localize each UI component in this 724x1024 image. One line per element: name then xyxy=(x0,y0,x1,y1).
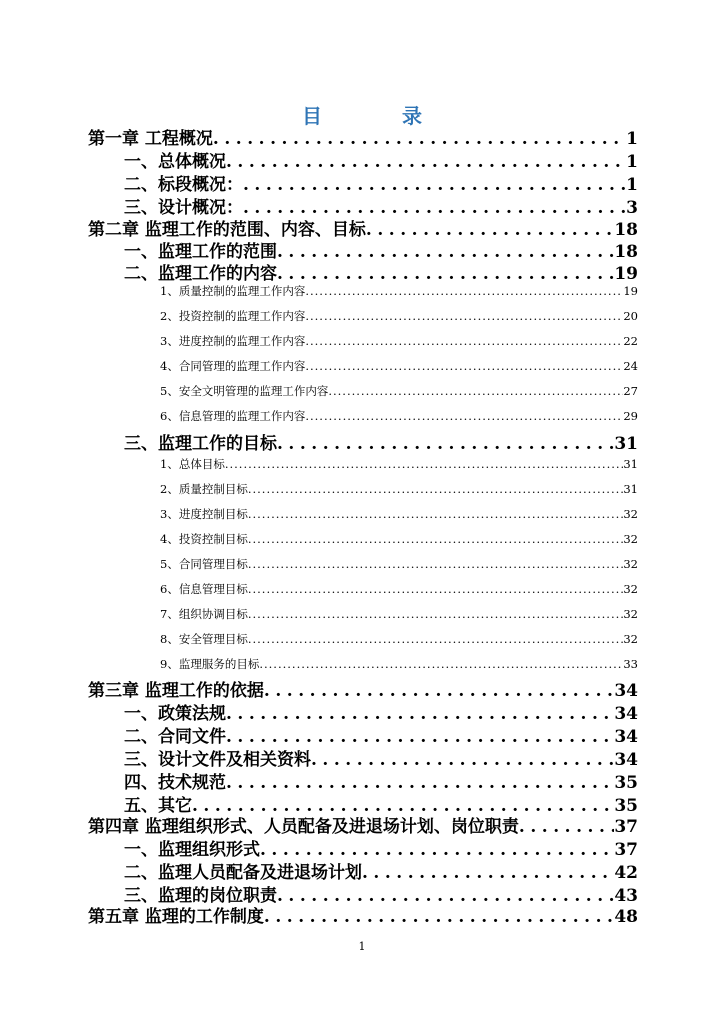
toc-entry-label: 二、合同文件 xyxy=(124,727,226,747)
toc-entry-page: 37 xyxy=(614,817,638,837)
toc-entry-page: 19 xyxy=(614,264,638,284)
toc-leader-dots xyxy=(243,196,626,220)
toc-entry[interactable] xyxy=(88,127,638,151)
toc-leader-dots xyxy=(226,771,614,795)
toc-entry-page: 1 xyxy=(626,129,638,149)
toc-leader-dots xyxy=(226,725,614,749)
toc-entry-label: 二、监理工作的内容 xyxy=(124,264,277,284)
toc-entry-page: 35 xyxy=(614,796,638,816)
toc-entry-label: 2、投资控制的监理工作内容 xyxy=(160,309,306,323)
toc-entry-label: 4、投资控制目标 xyxy=(160,532,248,546)
toc-entry-label: 第三章 监理工作的依据 xyxy=(88,681,264,701)
toc-entry-label: 二、标段概况： xyxy=(124,175,243,195)
toc-leader-dots xyxy=(362,861,614,885)
toc-leader-dots xyxy=(213,127,626,151)
toc-entry-label: 一、总体概况 xyxy=(124,152,226,172)
toc-entry-page: 34 xyxy=(614,681,638,701)
toc-leader-dots xyxy=(305,357,623,375)
toc-entry[interactable] xyxy=(124,748,638,772)
toc-entry-label: 三、设计概况： xyxy=(124,198,243,218)
toc-entry-page: 22 xyxy=(623,334,638,348)
toc-entry-page: 1 xyxy=(626,175,638,195)
toc-entry-page: 24 xyxy=(623,359,638,373)
toc-leader-dots xyxy=(243,173,626,197)
toc-entry[interactable] xyxy=(160,605,638,623)
toc-entry-label: 一、监理工作的范围 xyxy=(124,242,277,262)
toc-entry[interactable] xyxy=(88,905,638,929)
toc-entry-page: 43 xyxy=(614,886,638,906)
toc-entry-label: 6、信息管理的监理工作内容 xyxy=(160,409,306,423)
toc-entry-label: 四、技术规范 xyxy=(124,773,226,793)
toc-entry[interactable] xyxy=(160,580,638,598)
toc-entry[interactable] xyxy=(124,725,638,749)
toc-title-right: 录 xyxy=(402,104,422,128)
toc-entry[interactable] xyxy=(160,332,638,350)
toc-entry-label: 一、政策法规 xyxy=(124,704,226,724)
toc-entry-label: 9、监理服务的目标 xyxy=(160,657,260,671)
toc-entry-page: 32 xyxy=(623,507,638,521)
toc-entry-label: 8、安全管理目标 xyxy=(160,632,248,646)
toc-entry-label: 三、设计文件及相关资料 xyxy=(124,750,311,770)
toc-entry[interactable] xyxy=(160,307,638,325)
toc-title xyxy=(0,100,724,129)
toc-entry-label: 第二章 监理工作的范围、内容、目标 xyxy=(88,220,366,240)
toc-entry-page: 32 xyxy=(623,607,638,621)
toc-entry-page: 31 xyxy=(614,434,638,454)
toc-entry[interactable] xyxy=(124,861,638,885)
toc-entry-page: 32 xyxy=(623,582,638,596)
toc-entry[interactable] xyxy=(160,382,638,400)
toc-leader-dots xyxy=(226,702,614,726)
toc-leader-dots xyxy=(248,555,624,573)
toc-leader-dots xyxy=(264,905,614,929)
toc-entry[interactable] xyxy=(124,173,638,197)
toc-entry-label: 7、组织协调目标 xyxy=(160,607,248,621)
toc-entry-label: 第四章 监理组织形式、人员配备及进退场计划、岗位职责 xyxy=(88,817,519,837)
toc-entry-page: 18 xyxy=(614,220,638,240)
toc-entry-page: 18 xyxy=(614,242,638,262)
toc-entry[interactable] xyxy=(160,530,638,548)
toc-entry-page: 1 xyxy=(626,152,638,172)
toc-entry-label: 二、监理人员配备及进退场计划 xyxy=(124,863,362,883)
toc-entry-page: 34 xyxy=(614,704,638,724)
toc-leader-dots xyxy=(248,605,624,623)
toc-leader-dots xyxy=(277,432,614,456)
toc-leader-dots xyxy=(311,748,614,772)
toc-entry[interactable] xyxy=(124,150,638,174)
toc-entry-label: 一、监理组织形式 xyxy=(124,840,260,860)
toc-entry-page: 33 xyxy=(623,657,638,671)
toc-entry-page: 32 xyxy=(623,632,638,646)
toc-entry-label: 三、监理工作的目标 xyxy=(124,434,277,454)
toc-leader-dots xyxy=(248,480,624,498)
toc-entry-page: 34 xyxy=(614,750,638,770)
toc-entry-label: 1、质量控制的监理工作内容 xyxy=(160,284,306,298)
toc-entry[interactable] xyxy=(160,455,638,473)
toc-entry[interactable] xyxy=(160,282,638,300)
toc-entry-page: 31 xyxy=(623,457,638,471)
toc-entry-label: 5、安全文明管理的监理工作内容 xyxy=(160,384,329,398)
toc-leader-dots xyxy=(259,655,623,673)
toc-entry-label: 5、合同管理目标 xyxy=(160,557,248,571)
toc-leader-dots xyxy=(248,530,624,548)
toc-entry[interactable] xyxy=(124,240,638,264)
toc-entry-page: 32 xyxy=(623,557,638,571)
toc-leader-dots xyxy=(248,580,624,598)
toc-entry-label: 第一章 工程概况 xyxy=(88,129,213,149)
toc-entry-page: 42 xyxy=(614,863,638,883)
toc-entry-page: 48 xyxy=(614,907,638,927)
toc-entry-page: 35 xyxy=(614,773,638,793)
toc-leader-dots xyxy=(225,455,624,473)
toc-entry-label: 2、质量控制目标 xyxy=(160,482,248,496)
toc-entry-label: 3、进度控制目标 xyxy=(160,507,248,521)
toc-entry[interactable] xyxy=(124,838,638,862)
toc-entry-page: 19 xyxy=(623,284,638,298)
toc-entry-label: 五、其它 xyxy=(124,796,192,816)
toc-entry[interactable] xyxy=(88,679,638,703)
toc-entry[interactable] xyxy=(124,432,638,456)
toc-entry[interactable] xyxy=(88,815,638,839)
toc-entry[interactable] xyxy=(124,196,638,220)
toc-leader-dots xyxy=(366,218,614,242)
toc-title-left: 目 xyxy=(302,104,322,128)
toc-leader-dots xyxy=(328,382,623,400)
toc-entry[interactable] xyxy=(124,702,638,726)
toc-entry[interactable] xyxy=(160,357,638,375)
toc-leader-dots xyxy=(277,240,614,264)
toc-leader-dots xyxy=(305,332,623,350)
toc-leader-dots xyxy=(305,407,623,425)
toc-entry-page: 29 xyxy=(623,409,638,423)
toc-entry-label: 第五章 监理的工作制度 xyxy=(88,907,264,927)
toc-entry[interactable] xyxy=(160,630,638,648)
toc-entry-label: 1、总体目标 xyxy=(160,457,225,471)
page-footer-number: 1 xyxy=(358,940,366,953)
toc-entry-page: 37 xyxy=(614,840,638,860)
toc-entry-label: 3、进度控制的监理工作内容 xyxy=(160,334,306,348)
toc-leader-dots xyxy=(519,815,614,839)
toc-entry[interactable] xyxy=(124,771,638,795)
toc-entry[interactable] xyxy=(160,505,638,523)
toc-entry-page: 3 xyxy=(626,198,638,218)
toc-leader-dots xyxy=(248,505,624,523)
toc-leader-dots xyxy=(226,150,626,174)
toc-entry[interactable] xyxy=(160,480,638,498)
toc-leader-dots xyxy=(264,679,614,703)
toc-entry[interactable] xyxy=(160,555,638,573)
toc-entry-label: 三、监理的岗位职责 xyxy=(124,886,277,906)
toc-entry-page: 34 xyxy=(614,727,638,747)
toc-leader-dots xyxy=(260,838,614,862)
toc-entry[interactable] xyxy=(160,655,638,673)
toc-entry[interactable] xyxy=(88,218,638,242)
toc-entry-page: 31 xyxy=(623,482,638,496)
toc-entry-page: 20 xyxy=(623,309,638,323)
toc-leader-dots xyxy=(305,282,623,300)
toc-entry-label: 6、信息管理目标 xyxy=(160,582,248,596)
toc-entry-label: 4、合同管理的监理工作内容 xyxy=(160,359,306,373)
toc-leader-dots xyxy=(248,630,624,648)
toc-entry-page: 27 xyxy=(623,384,638,398)
toc-entry[interactable] xyxy=(160,407,638,425)
toc-leader-dots xyxy=(305,307,623,325)
toc-entry-page: 32 xyxy=(623,532,638,546)
